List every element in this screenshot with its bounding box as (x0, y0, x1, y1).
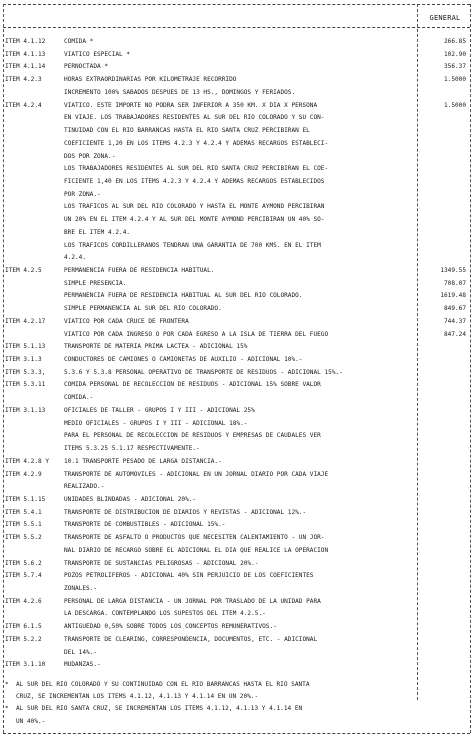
table-row (0, 138, 473, 149)
table-row (0, 532, 473, 543)
item-description: DEL 14%.- (64, 648, 98, 656)
table-row (0, 621, 473, 632)
item-code: ITEM 4.2.4 (5, 101, 42, 109)
item-description: COEFICIENTE 1,20 EN LOS ITEMS 4.2.3 Y 4.2.4 Y ADEMAS RECARGOS ESTABLECI- (64, 139, 329, 147)
table-row (0, 545, 473, 556)
table-row (0, 49, 473, 60)
item-code: ITEM 4.2.17 (5, 317, 46, 325)
item-description: HORAS EXTRAORDINARIAS POR KILOMETRAJE RECORRIDO (64, 76, 237, 84)
table-row (0, 265, 473, 276)
table-row (0, 659, 473, 670)
table-row (0, 278, 473, 289)
table-row (0, 583, 473, 594)
general-value: 849.67 (443, 305, 466, 313)
footnote-marker: * (5, 681, 9, 688)
item-description: ANTIGUEDAD 0,50% SOBRE TODOS LOS CONCEPTOS REMUNERATIVOS.- (64, 623, 277, 631)
item-code: ITEM 5.5.1 (5, 521, 42, 529)
item-description: INCREMENTO 100% SABADOS DESPUES DE 13 HS., DOMINGOS Y FERIADOS. (64, 88, 296, 96)
item-code: ITEM 5.1.15 (5, 495, 46, 503)
item-description: POZOS PETROLIFEROS - ADICIONAL 40% SIN PERJUICIO DE LOS COEFICIENTES (64, 572, 314, 580)
general-value: 1619.48 (440, 292, 466, 300)
item-description: MEDIO OFICIALES - GRUPOS I Y III - ADICIONAL 18%.- (64, 419, 248, 427)
item-code: ITEM 5.4.1 (5, 508, 42, 516)
table-row (0, 494, 473, 505)
item-description: OFICIALES DE TALLER - GRUPOS I Y III - ADICIONAL 25% (64, 406, 255, 414)
item-code: ITEM 4.1.14 (5, 63, 46, 71)
table-row (0, 252, 473, 263)
item-description: COMIDA.- (64, 394, 94, 402)
item-description: ZONALES.- (64, 585, 98, 592)
item-code: ITEM 3.1.13 (5, 406, 46, 414)
item-code: ITEM 4.2.3 (5, 76, 42, 84)
bottom-rule (3, 733, 470, 734)
item-code: ITEM 5.3.11 (5, 381, 46, 389)
item-description: NAL DIARIO DE RECARGO SOBRE EL ADICIONAL EL DIA QUE REALICE LA OPERACION (64, 546, 329, 554)
table-row (0, 290, 473, 301)
table-row (0, 87, 473, 98)
table-row (0, 469, 473, 480)
item-description: TRANSPORTE DE ASFALTO O PRODUCTOS QUE NECESITEN CALENTAMIENTO - UN JOR- (64, 534, 325, 542)
item-description: PERMANENCIA FUERA DE RESIDENCIA HABITUAL. (64, 267, 215, 274)
footnote-line (0, 716, 473, 727)
table-row (0, 647, 473, 658)
table-row (0, 418, 473, 429)
item-description: REALIZADO.- (64, 483, 105, 491)
table-row (0, 430, 473, 441)
item-description: UN 20% EN EL ITEM 4.2.4 Y AL SUR DEL MONTE AYMOND PERCIBIRAN UN 40% SO- (64, 216, 325, 224)
item-description: LOS TRAFICOS CORDILLERANOS TENDRAN UNA GARANTIA DE 700 KMS. EN EL ITEM (64, 241, 321, 249)
top-rule (3, 4, 470, 5)
table-row (0, 316, 473, 327)
table-row (0, 379, 473, 390)
item-description: POR ZONA.- (64, 190, 101, 198)
item-description: SIMPLE PERMANENCIA AL SUR DEL RIO COLORADO. (64, 305, 222, 313)
item-description: PARA EL PERSONAL DE RECOLECCION DE RESIDUOS Y EMPRESAS DE CAUDALES VER (64, 432, 321, 440)
table-row (0, 507, 473, 518)
table-row (0, 481, 473, 492)
item-code: ITEM 5.3.3, (5, 368, 46, 376)
item-description: VIATICO. ESTE IMPORTE NO PODRA SER INFERIOR A 350 KM. X DIA X PERSONA (64, 101, 318, 109)
item-description: TRANSPORTE DE COMBUSTIBLES - ADICIONAL 15%.- (64, 521, 226, 529)
item-code: ITEM 4.2.5 (5, 267, 42, 274)
table-row (0, 392, 473, 403)
item-description: COMIDA PERSONAL DE RECOLECCION DE RESIDUOS - ADICIONAL 15% SOBRE VALOR (64, 381, 321, 389)
table-row (0, 443, 473, 454)
item-description: PERMANENCIA FUERA DE RESIDENCIA HABITUAL AL SUR DEL RIO COLORADO. (64, 292, 303, 300)
item-description: LOS TRABAJADORES RESIDENTES AL SUR DEL RIO SANTA CRUZ PERCIBIRAN EL COE- (64, 165, 329, 173)
item-description: 4.2.4. (64, 254, 87, 262)
table-row (0, 176, 473, 187)
table-row (0, 61, 473, 72)
table-row (0, 112, 473, 123)
table-row (0, 74, 473, 85)
table-row (0, 329, 473, 340)
general-value: 744.37 (443, 317, 466, 325)
table-row (0, 214, 473, 225)
footnote-text: AL SUR DEL RIO COLORADO Y SU CONTINUIDAD CON EL RIO BARRANCAS HASTA EL RIO SANTA (16, 681, 310, 688)
item-code: ITEM 5.1.13 (5, 343, 46, 351)
footnote-marker: * (5, 705, 9, 713)
table-row (0, 519, 473, 530)
item-code: ITEM 6.1.5 (5, 623, 42, 631)
item-description: DOS POR ZONA.- (64, 152, 116, 160)
table-row (0, 608, 473, 619)
item-description: LA DESCARGA. CONTEMPLANDO LOS SUPESTOS DEL ITEM 4.2.5.- (64, 610, 266, 618)
table-row (0, 596, 473, 607)
item-code: ITEM 5.7.4 (5, 572, 42, 580)
general-value: 847.24 (443, 330, 466, 338)
item-description: TRANSPORTE DE DISTRIBUCION DE DIARIOS Y REVISTAS - ADICIONAL 12%.- (64, 508, 307, 516)
column-header-general: GENERAL (429, 14, 461, 22)
table-row (0, 354, 473, 365)
item-description: MUDANZAS.- (64, 661, 101, 669)
item-description: SIMPLE PRESENCIA. (64, 279, 127, 287)
general-value: 266.85 (443, 38, 466, 45)
item-code: ITEM 3.1.10 (5, 661, 46, 669)
item-description: FICIENTE 1,40 EN LOS ITEMS 4.2.3 Y 4.2.4 Y ADEMAS RECARGOS ESTABLECIDOS (64, 177, 325, 185)
item-description: PERNOCTADA * (64, 63, 109, 71)
footnote-text: CRUZ, SE INCREMENTAN LOS ITEMS 4.1.12, 4.1.13 Y 4.1.14 EN UN 20%.- (16, 693, 259, 701)
item-code: ITEM 4.1.13 (5, 50, 46, 58)
footnote-line (0, 679, 473, 690)
item-description: ITEMS 5.3.25 5.1.17 RESPECTIVAMENTE.- (64, 445, 200, 452)
item-description: UNIDADES BLINDADAS - ADICIONAL 20%.- (64, 495, 197, 503)
item-description: TRANSPORTE DE CLEARING, CORRESPONDENCIA, DOCUMENTOS, ETC. - ADICIONAL (64, 635, 318, 643)
general-value: 1349.55 (440, 267, 466, 274)
table-row (0, 570, 473, 581)
item-description: BRE EL ITEM 4.2.4. (64, 228, 131, 236)
item-code: ITEM 5.2.2 (5, 635, 42, 643)
general-value: 708.07 (443, 279, 466, 287)
item-description: TRANSPORTE DE MATERIA PRIMA LACTEA - ADICIONAL 15% (64, 343, 248, 351)
item-code: ITEM 5.6.2 (5, 559, 42, 567)
footnote-text: AL SUR DEL RIO SANTA CRUZ, SE INCREMENTAN LOS ITEMS 4.1.12, 4.1.13 Y 4.1.14 EN (16, 705, 303, 713)
general-value: 1.5000 (443, 101, 466, 109)
footnote-text: UN 40%.- (16, 717, 46, 725)
item-code: ITEM 5.5.2 (5, 534, 42, 542)
item-description: 10.1 TRANSPORTE PESADO DE LARGA DISTANCIA.- (64, 457, 222, 465)
item-description: LOS TRAFICOS AL SUR DEL RIO COLORADO Y HASTA EL MONTE AYMOND PERCIBIRAN (64, 203, 325, 211)
table-row (0, 367, 473, 378)
item-code: ITEM 4.2.6 (5, 597, 42, 605)
table-row (0, 341, 473, 352)
item-description: VIATICO POR CADA INGRESO O POR CADA EGRESO A LA ISLA DE TIERRA DEL FUEGO (64, 330, 329, 338)
table-row (0, 100, 473, 111)
table-row (0, 125, 473, 136)
item-description: CONDUCTORES DE CAMIONES O CAMIONETAS DE AUXILIO - ADICIONAL 10%.- (64, 356, 303, 363)
table-row (0, 303, 473, 314)
item-description: TINUIDAD CON EL RIO BARRANCAS HASTA EL RIO SANTA CRUZ PERCIBIRAN EL (64, 127, 310, 134)
item-description: COMIDA * (64, 38, 94, 45)
footnote-line (0, 691, 473, 702)
table-row (0, 405, 473, 416)
table-row (0, 163, 473, 174)
table-row (0, 634, 473, 645)
table-row (0, 189, 473, 200)
item-description: 5.3.6 Y 5.3.8 PERSONAL OPERATIVO DE TRANSPORTE DE RESIDUOS - ADICIONAL 15%.- (64, 368, 343, 376)
table-row (0, 227, 473, 238)
item-code: ITEM 3.1.3 (5, 356, 42, 363)
table-row (0, 36, 473, 47)
header-rule (3, 27, 470, 28)
item-description: TRANSPORTE DE AUTOMOVILES - ADICIONAL EN UN JORNAL DIARIO POR CADA VIAJE (64, 470, 329, 478)
table-row (0, 201, 473, 212)
item-code: ITEM 4.1.12 (5, 38, 46, 45)
general-value: 1.5000 (443, 76, 466, 84)
item-description: VIATICO ESPECIAL * (64, 50, 131, 58)
item-description: VIATICO POR CADA CRUCE DE FRONTERA (64, 317, 189, 325)
table-row (0, 456, 473, 467)
table-row (0, 240, 473, 251)
general-value: 356.37 (443, 63, 466, 71)
general-value: 102.90 (443, 50, 466, 58)
item-description: EN VIAJE. LOS TRABAJADORES RESIDENTES AL SUR DEL RIO COLORADO Y SU CON- (64, 114, 325, 122)
table-row (0, 558, 473, 569)
item-description: TRANSPORTE DE SUSTANCIAS PELIGROSAS - ADICIONAL 20%.- (64, 559, 259, 567)
footnote-line (0, 703, 473, 714)
item-description: PERSONAL DE LARGA DISTANCIA - UN JORNAL POR TRASLADO DE LA UNIDAD PARA (64, 597, 321, 605)
item-code: ITEM 4.2.8 Y (5, 457, 50, 465)
item-code: ITEM 4.2.9 (5, 470, 42, 478)
table-row (0, 151, 473, 162)
